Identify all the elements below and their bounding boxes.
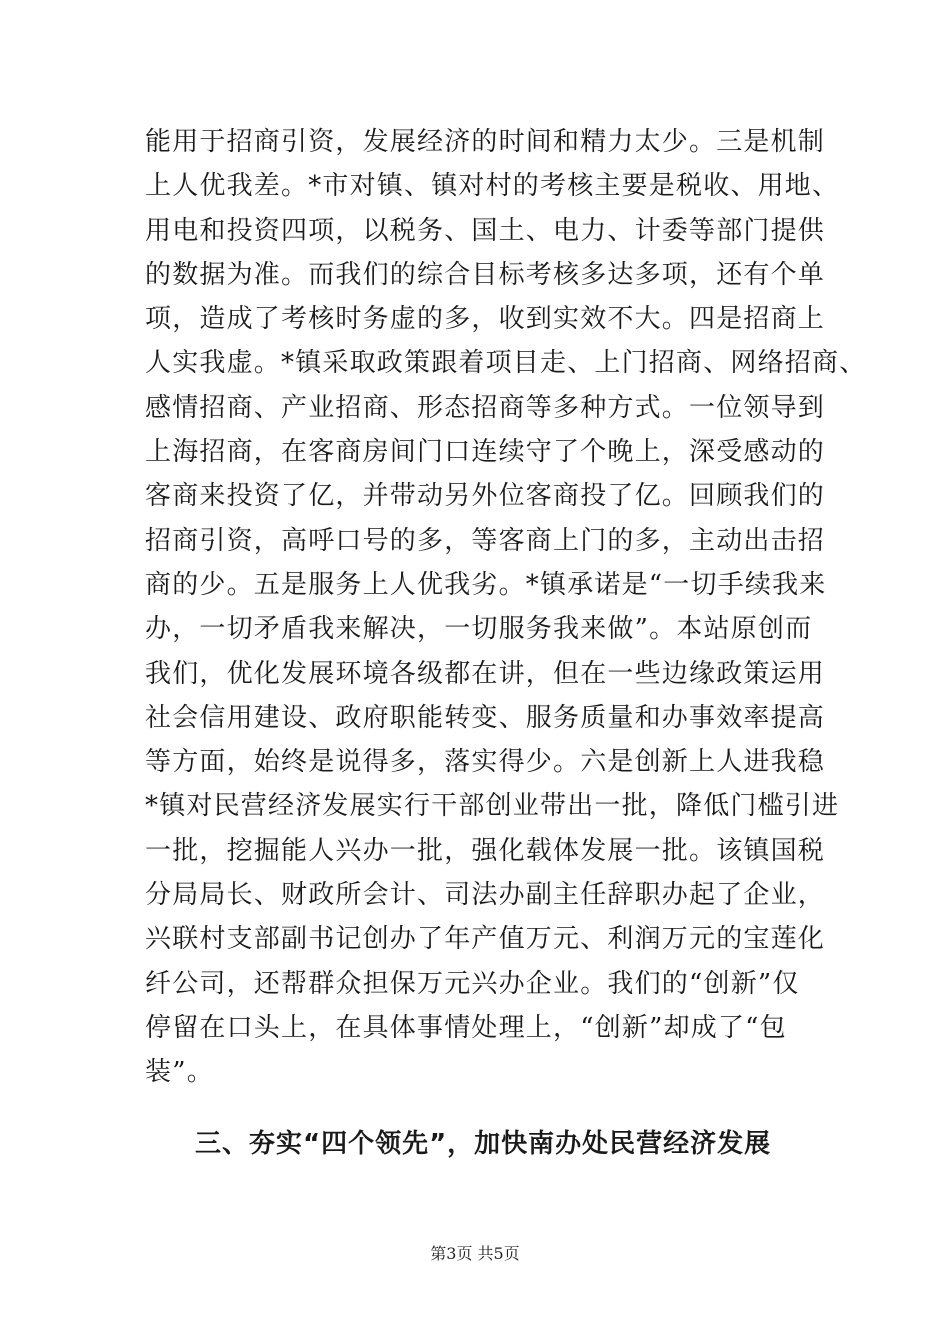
paragraph-line: 上人优我差。*市对镇、镇对村的考核主要是税收、用地、	[145, 171, 840, 202]
paragraph-line: 纤公司，还帮群众担保万元兴办企业。我们的“创新”仅	[145, 968, 800, 999]
paragraph-line: *镇对民营经济发展实行干部创业带出一批，降低门槛引进	[145, 791, 840, 822]
paragraph-line: 装”。	[145, 1057, 214, 1088]
paragraph-line: 一批，挖掘能人兴办一批，强化载体发展一批。该镇国税	[145, 835, 826, 866]
page-number-footer: 第3页 共5页	[430, 1244, 520, 1263]
paragraph-line: 停留在口头上，在具体事情处理上，“创新”却成了“包	[145, 1012, 787, 1043]
body-paragraph	[145, 120, 867, 1095]
paragraph-line: 兴联村支部副书记创办了年产值万元、利润万元的宝莲化	[145, 924, 826, 955]
paragraph-line: 上海招商，在客商房间门口连续守了个晚上，深受感动的	[145, 437, 826, 468]
paragraph-line: 能用于招商引资，发展经济的时间和精力太少。三是机制	[145, 127, 826, 157]
paragraph-line: 感情招商、产业招商、形态招商等多种方式。一位领导到	[145, 392, 826, 423]
paragraph-line: 等方面，始终是说得多，落实得少。六是创新上人进我稳	[145, 747, 826, 778]
paragraph-line: 我们，优化发展环境各级都在讲，但在一些边缘政策运用	[145, 658, 826, 689]
paragraph-line: 用电和投资四项，以税务、国土、电力、计委等部门提供	[145, 215, 826, 246]
paragraph-line: 客商来投资了亿，并带动另外位客商投了亿。回顾我们的	[145, 481, 826, 512]
paragraph-line: 人实我虚。*镇采取政策跟着项目走、上门招商、网络招商、	[145, 348, 867, 379]
paragraph-line: 的数据为准。而我们的综合目标考核多达多项，还有个单	[145, 259, 826, 290]
section-heading: 三、夯实“四个领先”，加快南办处民营经济发展	[195, 1129, 772, 1159]
paragraph-line: 项，造成了考核时务虚的多，收到实效不大。四是招商上	[145, 304, 826, 335]
paragraph-line: 社会信用建设、政府职能转变、服务质量和办事效率提高	[145, 702, 826, 733]
paragraph-line: 分局局长、财政所会计、司法办副主任辞职办起了企业，	[145, 880, 826, 911]
paragraph-line: 商的少。五是服务上人优我劣。*镇承诺是“一切手续我来	[145, 569, 827, 600]
paragraph-line: 招商引资，高呼口号的多，等客商上门的多，主动出击招	[145, 525, 826, 556]
paragraph-line: 办，一切矛盾我来解决，一切服务我来做”。本站原创而	[145, 614, 813, 645]
